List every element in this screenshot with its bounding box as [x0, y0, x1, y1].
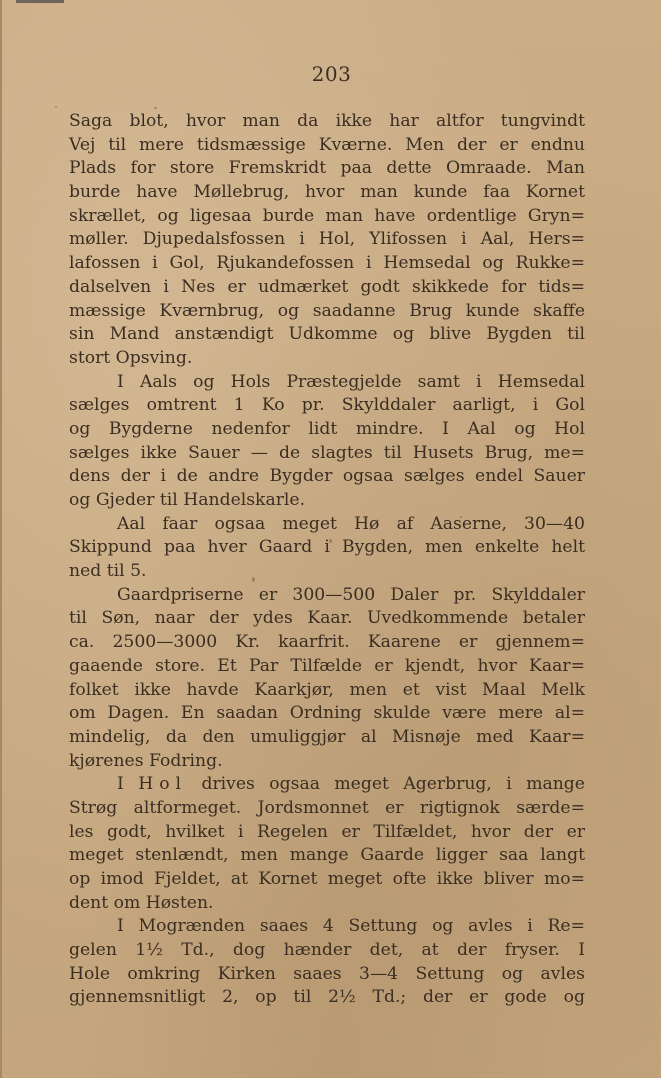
text-line: sælges omtrent 1 Ko pr. Skylddaler aarligt, i Gol — [69, 395, 585, 416]
text-line: gaaende store. Et Par Tilfælde er kjendt, hvor Kaar= — [69, 655, 585, 676]
paper-speck — [329, 539, 332, 543]
text-line: stort Opsving. — [69, 347, 193, 368]
scan-edge — [16, 0, 64, 3]
paper-speck — [55, 106, 57, 108]
paper-speck — [460, 516, 462, 518]
text-line: mindelig, da den umuliggjør al Misnøje med Kaar= — [69, 726, 585, 747]
text-line: gjennemsnitligt 2, op til 2½ Td.; der er gode og — [69, 987, 585, 1008]
text-line: folket ikke havde Kaarkjør, men et vist Maal Melk — [69, 679, 585, 700]
text-line: Hole omkring Kirken saaes 3—4 Settung og avles — [69, 963, 585, 984]
text-line: dalselven i Nes er udmærket godt skikkede for tids= — [69, 276, 585, 297]
paper-speck — [252, 577, 255, 582]
text-line: op imod Fjeldet, at Kornet meget ofte ikke bliver mo= — [69, 869, 585, 889]
text-line: sælges ikke Sauer — de slagtes til Husets Brug, me= — [69, 442, 585, 463]
text-line: ned til 5. — [69, 561, 147, 582]
text-line: burde have Møllebrug, hvor man kunde faa Kornet — [69, 182, 585, 203]
text-line: og Bygderne nedenfor lidt mindre. I Aal og Hol — [69, 418, 585, 439]
text-line: Saga blot, hvor man da ikke har altfor tungvindt — [69, 111, 585, 131]
text-line: ca. 2500—3000 Kr. kaarfrit. Kaarene er gjennem= — [69, 632, 585, 653]
text-line: skrællet, og ligesaa burde man have ordentlige Gryn= — [69, 205, 585, 226]
text-line: kjørenes Fodring. — [69, 750, 223, 771]
text-line: dent om Høsten. — [69, 892, 214, 913]
text-line: møller. Djupedalsfossen i Hol, Ylifossen i Aal, Hers= — [69, 229, 585, 250]
text-line: meget stenlændt, men mange Gaarde ligger saa langt — [69, 845, 585, 866]
text-line: Skippund paa hver Gaard i Bygden, men enkelte helt — [69, 537, 585, 558]
text-line: lafossen i Gol, Rjukandefossen i Hemsedal og Rukke= — [69, 253, 585, 274]
text-line: Vej til mere tidsmæssige Kværne. Men der er endnu — [69, 134, 585, 155]
text-line: Plads for store Fremskridt paa dette Omraade. Man — [69, 158, 585, 179]
text-line: og Gjeder til Handelskarle. — [69, 490, 306, 510]
text-line: I Aals og Hols Præstegjelde samt i Hemsedal — [117, 371, 585, 392]
text-line: gelen 1½ Td., dog hænder det, at der fryser. I — [69, 940, 585, 961]
text-line: dens der i de andre Bygder ogsaa sælges endel Sauer — [69, 466, 585, 487]
emphasis-text: Hol — [138, 774, 188, 795]
text-line: I Mogrænden saaes 4 Settung og avles i Re= — [117, 916, 585, 937]
text-line: Strøg altformeget. Jordsmonnet er rigtignok særde= — [69, 797, 585, 818]
text-line: til Søn, naar der ydes Kaar. Uvedkommende betaler — [69, 608, 585, 629]
text-line: mæssige Kværnbrug, og saadanne Brug kunde skaffe — [69, 300, 585, 321]
text-line: om Dagen. En saadan Ordning skulde være mere al= — [69, 703, 585, 724]
paper-speck — [154, 107, 157, 109]
text-line: Aal faar ogsaa meget Hø af Aaserne, 30—40 — [117, 513, 585, 534]
text-line: Gaardpriserne er 300—500 Daler pr. Skylddaler — [117, 584, 585, 605]
page-number: 203 — [311, 62, 352, 86]
text-line: I Hol drives ogsaa meget Agerbrug, i mange — [117, 774, 585, 795]
body-text — [69, 110, 585, 1010]
text-line: les godt, hvilket i Regelen er Tilfældet, hvor der er — [69, 821, 585, 842]
text-line: sin Mand anstændigt Udkomme og blive Bygden til — [69, 324, 585, 345]
